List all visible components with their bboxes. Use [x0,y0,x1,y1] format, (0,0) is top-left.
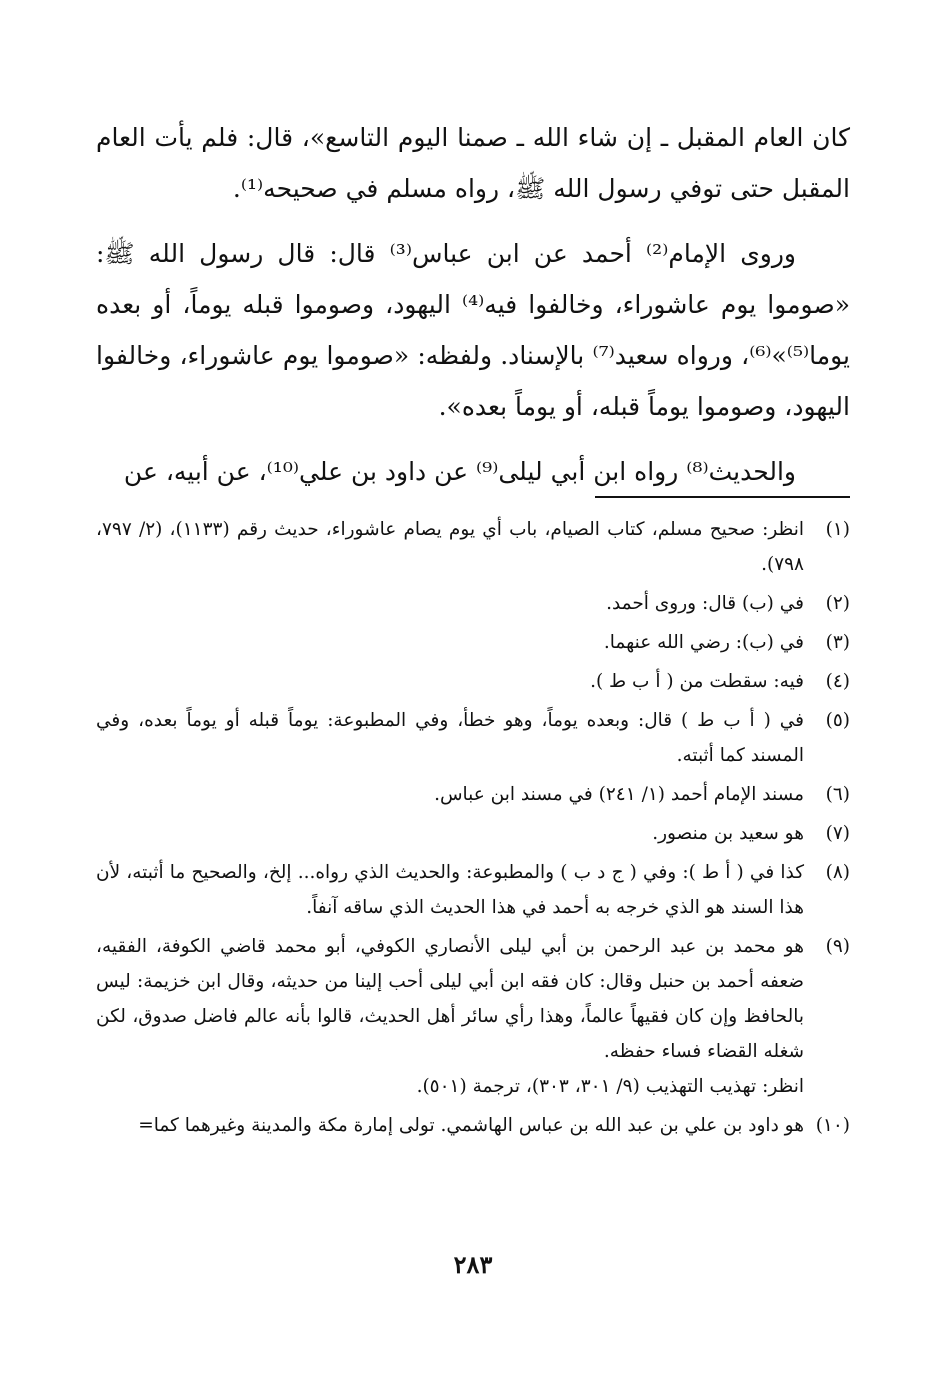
footnote-8 [96,855,850,925]
footnotes [96,512,850,1147]
footnote-7 [96,816,850,851]
main-paragraph-3: والحديث⁽⁸⁾ رواه ابن أبي ليلى⁽⁹⁾ عن داود بن علي⁽¹⁰⁾، عن أبيه، عن [123,457,796,486]
footnote-6 [96,777,850,812]
footnote-number: (١٠) [815,1115,850,1136]
main-paragraph-2: وروى الإمام⁽²⁾ أحمد عن ابن عباس⁽³⁾ قال: قال رسول الله ﷺ: «صوموا يوم عاشوراء، وخالفوا فيه⁽⁴⁾ اليهود، وصوموا قبله يوماً، أو بعده يوما⁽⁵⁾»⁽⁶⁾، ورواه سعيد⁽⁷⁾ بالإسناد. ولفظه: «صوموا يوم عاشوراء، وخالفوا اليهود، وصوموا يوماً قبله، أو يوماً بعده». [96,239,851,421]
footnote-line: هو داود بن علي بن عبد الله بن عباس الهاشمي. تولى إمارة مكة والمدينة وغيرهما كما= [138,1115,804,1136]
footnote-number: (٨) [825,862,850,883]
footnote-1 [96,512,850,582]
footnote-number: (٣) [825,632,850,653]
footnote-text [96,816,804,851]
main-paragraph-1: كان العام المقبل ـ إن شاء الله ـ صمنا اليوم التاسع»، قال: فلم يأت العام المقبل حتى توفي رسول الله ﷺ، رواه مسلم في صحيحه⁽¹⁾. [96,123,850,203]
footnote-number: (٦) [825,784,850,805]
footnote-text [96,625,804,660]
footnote-text [96,664,804,699]
footnote-4 [96,664,850,699]
footnote-number: (٤) [825,671,850,692]
footnote-line: انظر: صحيح مسلم، كتاب الصيام، باب أي يوم يصام عاشوراء، حديث رقم (١١٣٣)، (٢/ ٧٩٧، ٧٩٨). [96,519,804,575]
footnote-2 [96,586,850,621]
footnote-number: (٧) [825,823,850,844]
footnote-text [96,1108,804,1143]
footnote-text [96,586,804,621]
footnote-line: كذا في ( أ ط ): وفي ( ج د ب ) والمطبوعة: والحديث الذي رواه... إلخ، والصحيح ما أثبته، لأن هذا السند هو الذي خرجه به أحمد في هذا الحديث الذي ساقه آنفاً. [96,862,804,918]
footnote-number: (٥) [825,710,850,731]
footnote-5 [96,703,850,773]
footnote-line: انظر: تهذيب التهذيب (٩/ ٣٠١، ٣٠٣)، ترجمة (٥٠١). [416,1076,804,1097]
footnote-line: مسند الإمام أحمد (١/ ٢٤١) في مسند ابن عباس. [434,784,804,805]
footnote-line: في ( أ ب ط ) قال: وبعده يوماً، وهو خطأ، وفي المطبوعة: يوماً قبله أو يوماً بعده، وفي المسند كما أثبته. [96,710,804,766]
footnote-3 [96,625,850,660]
footnote-text [96,855,804,925]
footnote-number: (٢) [825,593,850,614]
main-text [96,112,850,511]
footnote-text [96,512,804,582]
footnote-line: في (ب) قال: وروى أحمد. [606,593,804,614]
footnote-text [96,929,804,1104]
footnote-line: فيه: سقطت من ( أ ب ط ). [590,671,804,692]
footnote-10 [96,1108,850,1143]
footnote-9 [96,929,850,1104]
footnote-number: (٩) [825,936,850,957]
page-number: ٢٨٣ [453,1250,493,1279]
footnote-number: (١) [825,519,850,540]
footnote-line: هو سعيد بن منصور. [652,823,804,844]
footnote-text [96,703,804,773]
footnote-text [96,777,804,812]
footnote-line: في (ب): رضي الله عنهما. [603,632,804,653]
footnote-line: هو محمد بن عبد الرحمن بن أبي ليلى الأنصاري الكوفي، أبو محمد قاضي الكوفة، الفقيه، ضعفه أحمد بن حنبل وقال: كان فقه ابن أبي ليلى أحب إلينا من حديثه، وقال ابن خزيمة: ليس بالحافظ وإن كان فقيهاً عالماً، وهذا رأي سائر أهل الحديث، قالوا بأنه عالم فاضل صدوق، لكن شغله القضاء فساء حفظه. [96,936,804,1062]
footnote-separator [595,496,850,498]
